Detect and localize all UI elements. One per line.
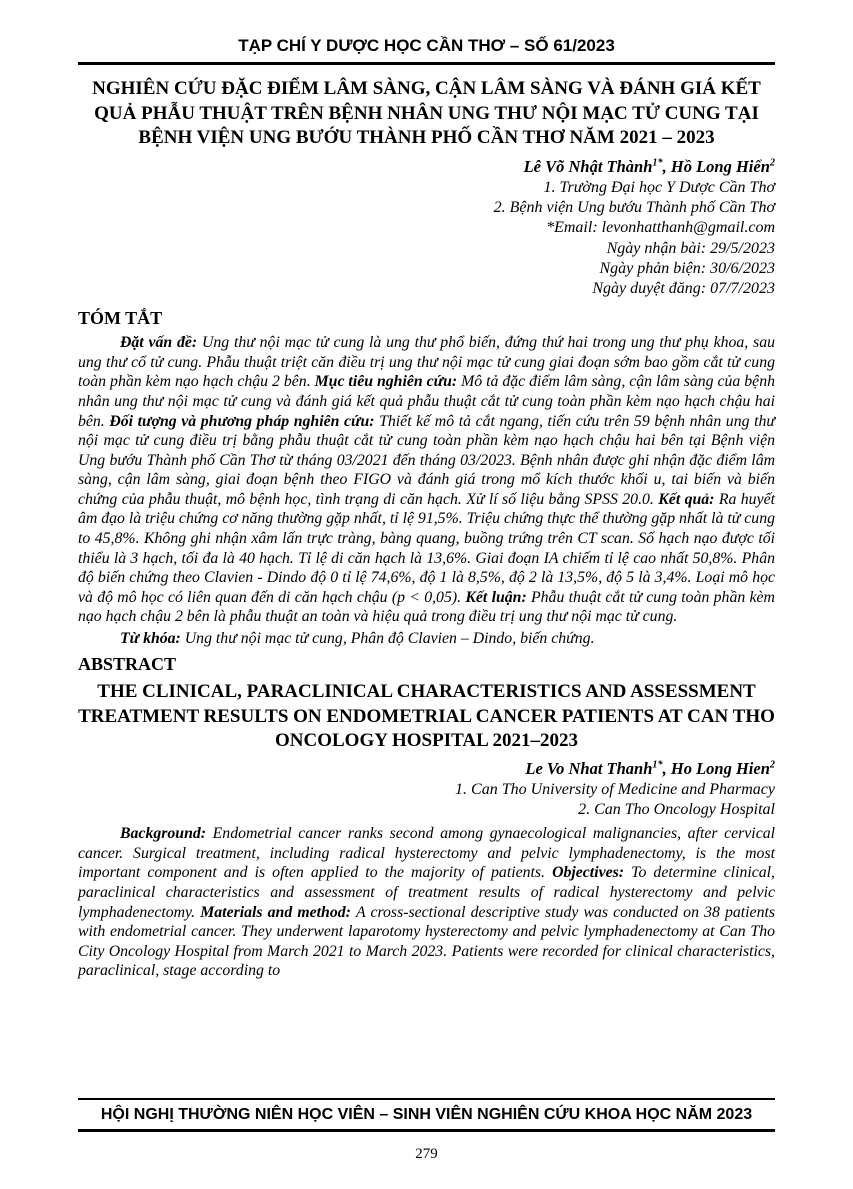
article-title-vi: NGHIÊN CỨU ĐẶC ĐIỂM LÂM SÀNG, CẬN LÂM SÀNG VÀ ĐÁNH GIÁ KẾT QUẢ PHẪU THUẬT TRÊN BỆNH NHÂN UNG THƯ NỘI MẠC TỬ CUNG TẠI BỆNH VIỆN UNG BƯỚU THÀNH PHỐ CẦN THƠ NĂM 2021 – 2023 [92, 78, 761, 149]
reviewed-date: Ngày phản biện: 30/6/2023 [599, 260, 775, 278]
meta-vi [78, 178, 775, 300]
received-date: Ngày nhận bài: 29/5/2023 [606, 239, 775, 257]
article-title-en: THE CLINICAL, PARACLINICAL CHARACTERISTICS AND ASSESSMENT TREATMENT RESULTS ON ENDOMETRIAL CANCER PATIENTS AT CAN THO ONCOLOGY HOSPITAL 2021–2023 [78, 681, 775, 752]
abstract-heading: ABSTRACT [78, 654, 177, 675]
page-footer [78, 1098, 775, 1163]
affiliation-2-vi: 2. Bệnh viện Ung bướu Thành phố Cần Thơ [493, 199, 775, 217]
email-line: *Email: levonhatthanh@gmail.com [546, 219, 775, 237]
conference-title: HỘI NGHỊ THƯỜNG NIÊN HỌC VIÊN – SINH VIÊN NGHIÊN CỨU KHOA HỌC NĂM 2023 [100, 1106, 753, 1123]
affiliation-1-en: 1. Can Tho University of Medicine and Pharmacy [455, 780, 775, 798]
authors-en: Le Vo Nhat Thanh$^{1*}$, Ho Long Hien$^2$ [525, 759, 775, 779]
header-rule [78, 62, 775, 65]
journal-header [78, 36, 775, 65]
accepted-date: Ngày duyệt đăng: 07/7/2023 [592, 280, 775, 298]
abstract-vi: Đặt vấn đề: Ung thư nội mạc tử cung là ung thư phổ biến, đứng thứ hai trong ung thư phụ khoa, sau ung thư cổ tử cung. Phẫu thuật triệt căn điều trị ung thư nội mạc tử cung giai đoạn sớm bao gồm cắt tử cung toàn phần kèm nạo hạch chậu 2 bên. Mục tiêu nghiên cứu: Mô tả đặc điểm lâm sàng, cận lâm sàng của bệnh nhân ung thư nội mạc tử cung và đánh giá kết quả phẫu thuật cắt tử cung toàn phần kèm nạo hạch chậu hai bên. Đối tượng và phương pháp nghiên cứu: Thiết kế mô tả cắt ngang, tiến cứu trên 59 bệnh nhân ung thư nội mạc tử cung điều trị bằng phẫu thuật cắt tử cung toàn phần kèm nạo hạch chậu hai bên tại Bệnh viện Ung bướu Thành phố Cần Thơ từ tháng 03/2021 đến tháng 03/2023. Bệnh nhân được ghi nhận đặc điểm lâm sàng, cận lâm sàng, giai đoạn bệnh theo FIGO và đánh giá trong mổ kích thước khối u, tai biến và biến chứng của phẫu thuật, mô bệnh học, tình trạng di căn hạch. Xử lí số liệu bằng SPSS 20.0. Kết quả: Ra huyết âm đạo là triệu chứng cơ năng thường gặp nhất, tỉ lệ 91,5%. Triệu chứng thực thể thường gặp nhất là tử cung to 45,8%. Không ghi nhận xâm lấn trực tràng, bàng quang, buồng trứng trên CT scan. Số hạch nạo được tối thiểu là 3 hạch, tối đa là 40 hạch. Tỉ lệ di căn hạch là 13,6%. Giai đoạn IA chiếm tỉ lệ cao nhất 50,8%. Phân độ biến chứng theo Clavien - Dindo độ 0 tỉ lệ 74,6%, độ 1 là 8,5%, độ 2 là 13,5%, độ 5 là 3,4%. Loại mô học và độ mô học có liên quan đến di căn hạch chậu (p < 0,05). Kết luận: Phẫu thuật cắt tử cung toàn phần kèm nạo hạch chậu 2 bên là phẫu thuật an toàn và hiệu quả trong điều trị ung thư nội mạc tử cung. [78, 334, 776, 626]
footer-rule-bottom [78, 1129, 775, 1132]
journal-title: TẠP CHÍ Y DƯỢC HỌC CẦN THƠ – SỐ 61/2023 [238, 36, 615, 55]
page-number: 279 [415, 1146, 438, 1163]
footer-rule-top [78, 1098, 775, 1100]
abstract-en: Background: Endometrial cancer ranks second among gynaecological malignancies, after cervical cancer. Surgical treatment, including radical hysterectomy and pelvic lymphadenectomy, is the most important component and is often applied to the majority of patients. Objectives: To determine clinical, paraclinical characteristics and assessment of treatment results of radical hysterectomy and pelvic lymphadenectomy. Materials and method: A cross-sectional descriptive study was conducted on 38 patients with endometrial cancer. They underwent laparotomy hysterectomy and pelvic lymphadenectomy at Can Tho City Oncology Hospital from March 2021 to March 2023. Patients were recorded for clinical characteristics, paraclinical, stage according to [78, 825, 776, 980]
tom-tat-heading: TÓM TẮT [78, 307, 163, 328]
keywords-vi: Từ khóa: Ung thư nội mạc tử cung, Phân độ Clavien – Dindo, biến chứng. [120, 629, 595, 647]
affiliation-2-en: 2. Can Tho Oncology Hospital [578, 800, 775, 818]
affiliation-1-vi: 1. Trường Đại học Y Dược Cần Thơ [543, 178, 775, 196]
meta-en [78, 780, 775, 821]
authors-vi: Lê Võ Nhật Thành$^{1*}$, Hồ Long Hiển$^2$ [523, 157, 775, 177]
